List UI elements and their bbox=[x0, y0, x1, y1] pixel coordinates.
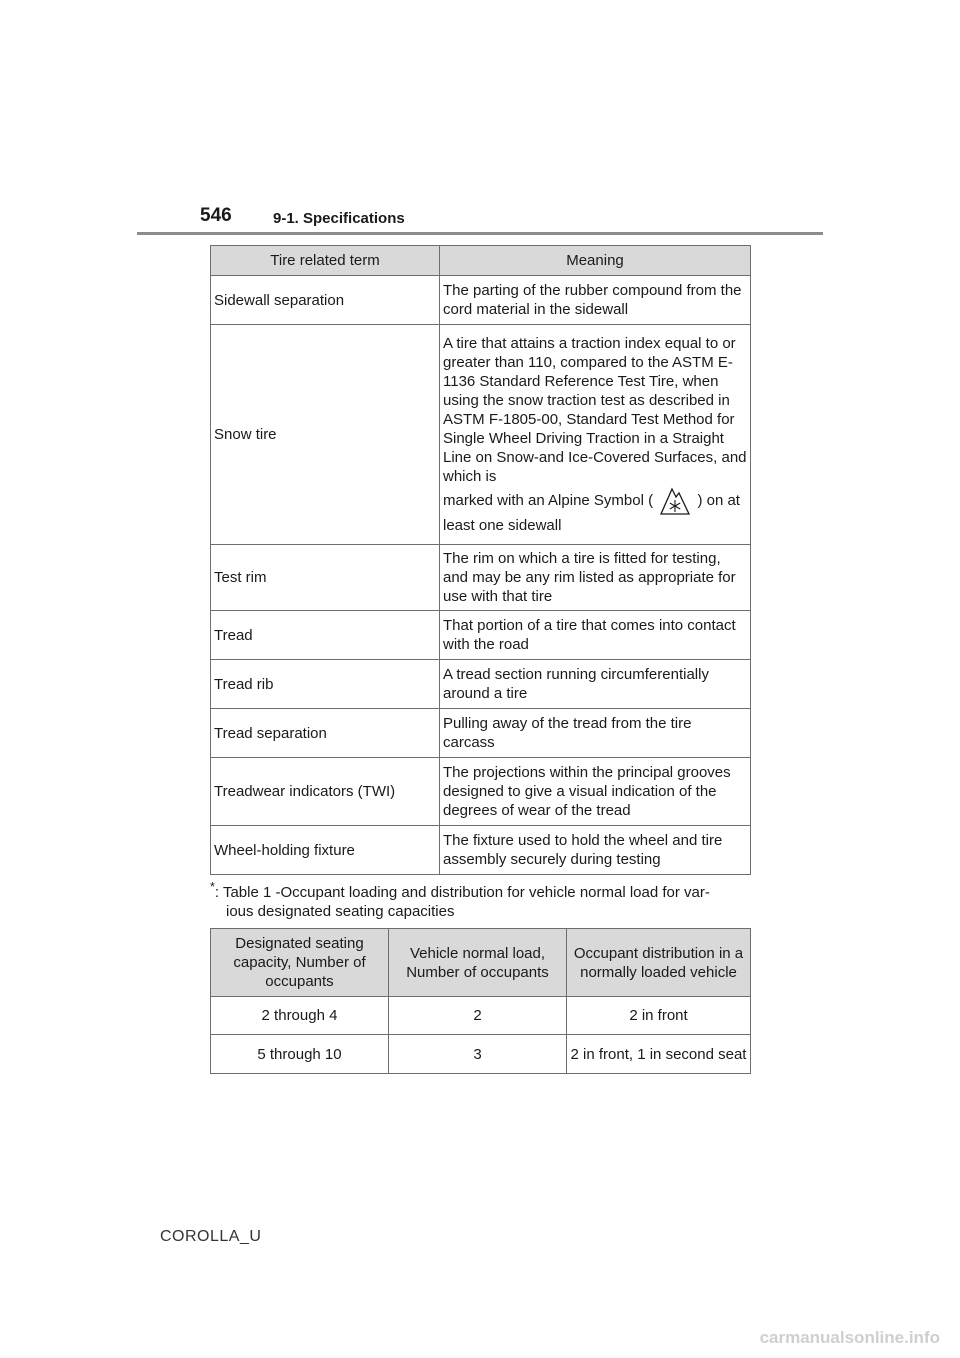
table-footnote bbox=[210, 878, 755, 921]
meaning-cell: A tread section running circumferentially around a tire bbox=[440, 660, 751, 709]
meaning-cell bbox=[440, 325, 751, 545]
table-row bbox=[211, 709, 751, 758]
column-header-meaning: Meaning bbox=[440, 246, 751, 276]
page-number: 546 bbox=[200, 205, 232, 226]
meaning-cell: That portion of a tire that comes into contact with the road bbox=[440, 611, 751, 660]
section-title: 9-1. Specifications bbox=[273, 210, 405, 227]
seating-capacity-cell: 5 through 10 bbox=[211, 1035, 389, 1074]
manual-code: COROLLA_U bbox=[160, 1228, 262, 1245]
term-cell: Tread separation bbox=[211, 709, 440, 758]
table-row bbox=[211, 997, 751, 1035]
occupant-distribution-cell: 2 in front, 1 in second seat bbox=[567, 1035, 751, 1074]
meaning-text-tail-start: marked with an Alpine Symbol ( bbox=[443, 491, 654, 509]
table-header-row bbox=[211, 929, 751, 997]
table-row bbox=[211, 1035, 751, 1074]
meaning-cell: The parting of the rubber compound from the cord material in the sidewall bbox=[440, 276, 751, 325]
meaning-cell: The projections within the principal grooves designed to give a visual indication of the degrees of wear of the tread bbox=[440, 758, 751, 826]
alpine-symbol-icon bbox=[659, 486, 691, 516]
table-row bbox=[211, 826, 751, 875]
meaning-cell: Pulling away of the tread from the tire carcass bbox=[440, 709, 751, 758]
watermark: carmanualsonline.info bbox=[759, 1328, 940, 1347]
table-row bbox=[211, 611, 751, 660]
table-row bbox=[211, 276, 751, 325]
term-cell: Test rim bbox=[211, 545, 440, 611]
term-cell: Treadwear indicators (TWI) bbox=[211, 758, 440, 826]
term-cell: Sidewall separation bbox=[211, 276, 440, 325]
column-header-normal-load: Vehicle normal load, Number of occupants bbox=[389, 929, 567, 997]
column-header-seating-capacity: Designated seating capacity, Number of occupants bbox=[211, 929, 389, 997]
seating-capacity-cell: 2 through 4 bbox=[211, 997, 389, 1035]
table-row bbox=[211, 325, 751, 545]
term-cell: Wheel-holding fixture bbox=[211, 826, 440, 875]
term-cell: Tread bbox=[211, 611, 440, 660]
column-header-term: Tire related term bbox=[211, 246, 440, 276]
term-cell: Tread rib bbox=[211, 660, 440, 709]
column-header-occupant-distribution: Occupant distribution in a normally loaded vehicle bbox=[567, 929, 751, 997]
footnote-marker: * bbox=[210, 880, 215, 894]
footnote-line-2: ious designated seating capacities bbox=[226, 903, 455, 920]
tire-terms-table bbox=[210, 245, 751, 875]
meaning-cell: The rim on which a tire is fitted for testing, and may be any rim listed as appropriate for use with that tire bbox=[440, 545, 751, 611]
table-row bbox=[211, 545, 751, 611]
normal-load-cell: 2 bbox=[389, 997, 567, 1035]
occupant-distribution-cell: 2 in front bbox=[567, 997, 751, 1035]
term-cell: Snow tire bbox=[211, 325, 440, 545]
footnote-text: : Table 1 -Occupant loading and distribution for vehicle normal load for var- bbox=[214, 884, 710, 901]
table-header-row bbox=[211, 246, 751, 276]
meaning-text: A tire that attains a traction index equal to or greater than 110, compared to the ASTM E-1136 Standard Reference Test Tire, when using the snow traction test as described in ASTM F-1805-00, Standard Test Method for Single Wheel Driving Traction in a Straight Line on Snow-and Ice-Covered Surfaces, and which is bbox=[443, 335, 747, 485]
meaning-text-tail-end: ) on at least one sidewall bbox=[443, 491, 740, 534]
table-row bbox=[211, 660, 751, 709]
header-divider bbox=[137, 232, 823, 235]
footnote-line-1 bbox=[210, 878, 755, 902]
meaning-cell: The fixture used to hold the wheel and tire assembly securely during testing bbox=[440, 826, 751, 875]
normal-load-cell: 3 bbox=[389, 1035, 567, 1074]
table-row bbox=[211, 758, 751, 826]
occupant-load-table bbox=[210, 928, 751, 1074]
